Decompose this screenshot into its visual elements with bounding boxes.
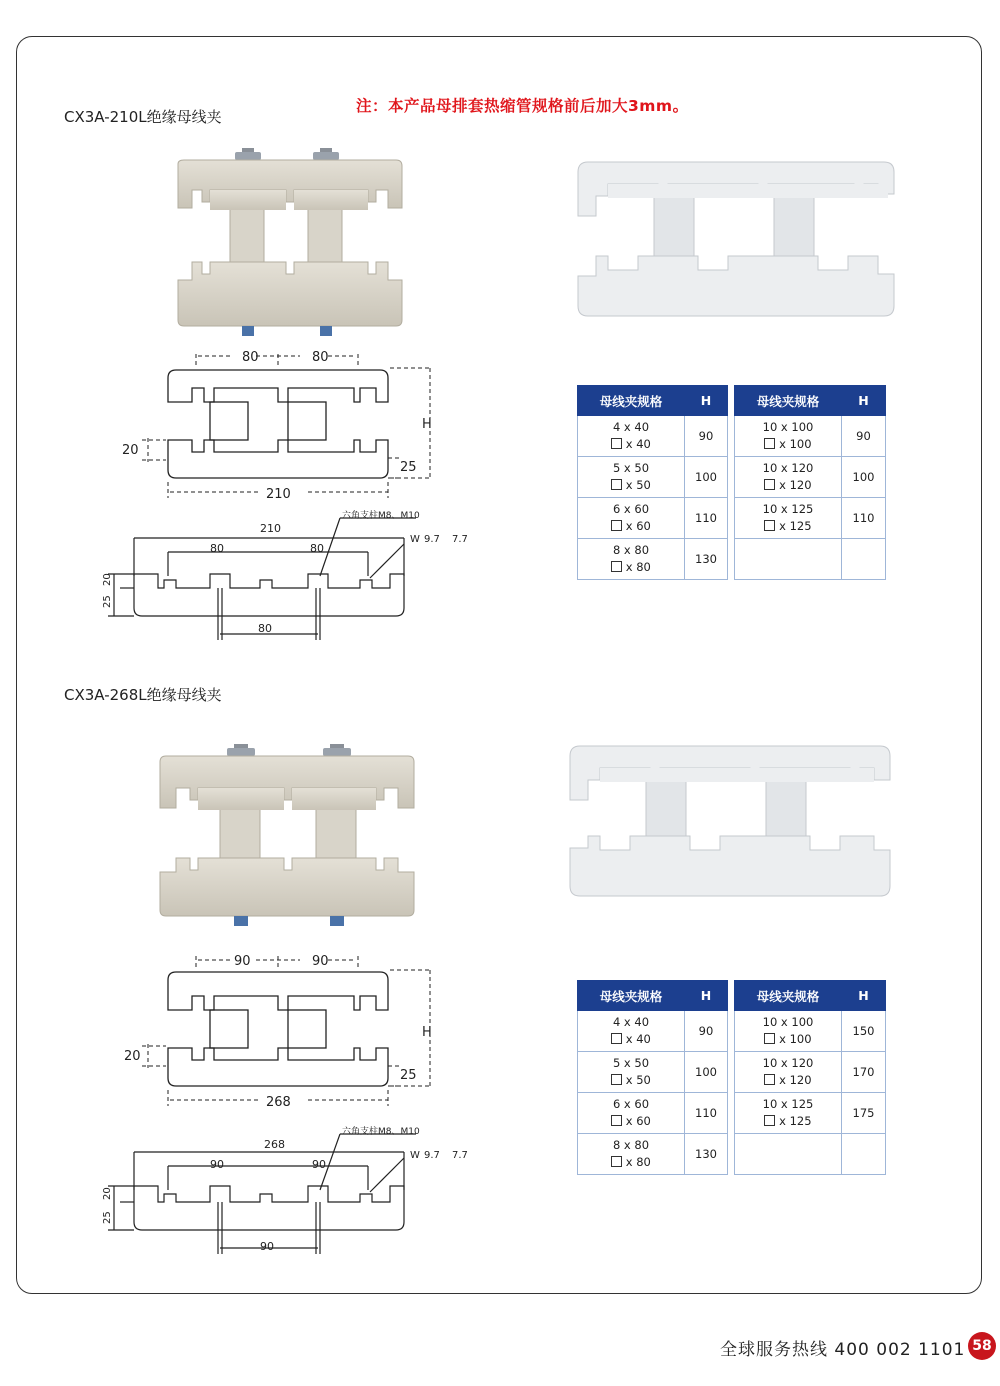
th-spec: 母线夹规格 [735, 386, 842, 416]
w-value-2: 7.7 [452, 534, 468, 545]
square-icon [611, 561, 622, 572]
table-row: 10 x 120 x 120 100 [735, 457, 886, 498]
square-icon [764, 438, 775, 449]
square-icon [764, 1074, 775, 1085]
section1-side-drawing [98, 508, 488, 653]
th-h: H [842, 981, 886, 1011]
square-icon [611, 520, 622, 531]
square-icon [611, 1156, 622, 1167]
side-pitch-a: 80 [210, 542, 224, 555]
section2-title: CX3A-268L绝缘母线夹 [64, 686, 222, 704]
th-h: H [685, 981, 728, 1011]
section1-photo-white-clamp [568, 156, 898, 326]
table-row: 10 x 125 x 125 175 [735, 1093, 886, 1134]
square-icon [611, 1033, 622, 1044]
dim-total: 268 [266, 1095, 291, 1110]
post-label: 六角支柱M8、M10 [342, 511, 420, 521]
side-pitch-b: 90 [312, 1158, 326, 1171]
dim-total: 210 [266, 487, 291, 502]
section2-table-left [577, 980, 728, 1175]
w-value-1: 9.7 [424, 534, 440, 545]
table-row: 5 x 50 x 50 100 [578, 457, 728, 498]
section2-side-drawing [98, 1124, 488, 1269]
section2-photo-white-clamp [560, 740, 895, 910]
dim-pitch-a: 80 [242, 350, 259, 365]
v25: 25 [102, 1211, 113, 1224]
table-row: 4 x 40 x 40 90 [578, 416, 728, 457]
table-row: 10 x 120 x 120 170 [735, 1052, 886, 1093]
w-label: W [410, 1150, 420, 1161]
v20: 20 [102, 573, 113, 586]
dim-h: H [422, 417, 432, 432]
side-pitch-b: 80 [310, 542, 324, 555]
bottom-pitch: 80 [258, 622, 272, 635]
section1-front-drawing [118, 340, 438, 505]
dim-25: 25 [400, 460, 417, 475]
footer-hotline: 全球服务热线 400 002 1101 [720, 1340, 966, 1360]
table-row: 4 x 40 x 40 90 [578, 1011, 728, 1052]
square-icon [764, 1033, 775, 1044]
dim-h: H [422, 1025, 432, 1040]
w-value-2: 7.7 [452, 1150, 468, 1161]
table-row: 10 x 100 x 100 150 [735, 1011, 886, 1052]
th-h: H [685, 386, 728, 416]
section2-table-right [734, 980, 886, 1175]
section1-title: CX3A-210L绝缘母线夹 [64, 108, 222, 126]
dim-pitch-b: 80 [312, 350, 329, 365]
dim-25: 25 [400, 1068, 417, 1083]
section1-photo-beige-clamp [170, 140, 410, 340]
post-label: 六角支柱M8、M10 [342, 1127, 420, 1137]
th-h: H [842, 386, 886, 416]
table-row: 8 x 80 x 80 130 [578, 539, 728, 580]
section2-photo-beige-clamp [152, 738, 422, 934]
table-row-empty [735, 1134, 886, 1175]
square-icon [611, 1074, 622, 1085]
w-value-1: 9.7 [424, 1150, 440, 1161]
square-icon [764, 1115, 775, 1126]
table-row: 10 x 125 x 125 110 [735, 498, 886, 539]
dim-pitch-a: 90 [234, 954, 251, 969]
square-icon [764, 479, 775, 490]
page-number-badge: 58 [968, 1332, 996, 1360]
v25: 25 [102, 595, 113, 608]
table-row: 6 x 60 x 60 110 [578, 498, 728, 539]
side-pitch-a: 90 [210, 1158, 224, 1171]
square-icon [611, 479, 622, 490]
side-total: 210 [260, 522, 281, 535]
v20: 20 [102, 1187, 113, 1200]
square-icon [611, 1115, 622, 1126]
section2-front-drawing [118, 948, 438, 1113]
note-text: 注：本产品母排套热缩管规格前后加大3mm。 [356, 97, 689, 115]
w-label: W [410, 534, 420, 545]
th-spec: 母线夹规格 [735, 981, 842, 1011]
dim-pitch-b: 90 [312, 954, 329, 969]
th-spec: 母线夹规格 [578, 386, 685, 416]
table-row: 5 x 50 x 50 100 [578, 1052, 728, 1093]
square-icon [611, 438, 622, 449]
dim-20: 20 [122, 443, 139, 458]
bottom-pitch: 90 [260, 1240, 274, 1253]
table-row-empty [735, 539, 886, 580]
section1-table-right [734, 385, 886, 580]
dim-20: 20 [124, 1049, 141, 1064]
section1-table-left [577, 385, 728, 580]
table-row: 8 x 80 x 80 130 [578, 1134, 728, 1175]
table-row: 10 x 100 x 100 90 [735, 416, 886, 457]
table-row: 6 x 60 x 60 110 [578, 1093, 728, 1134]
th-spec: 母线夹规格 [578, 981, 685, 1011]
side-total: 268 [264, 1138, 285, 1151]
square-icon [764, 520, 775, 531]
